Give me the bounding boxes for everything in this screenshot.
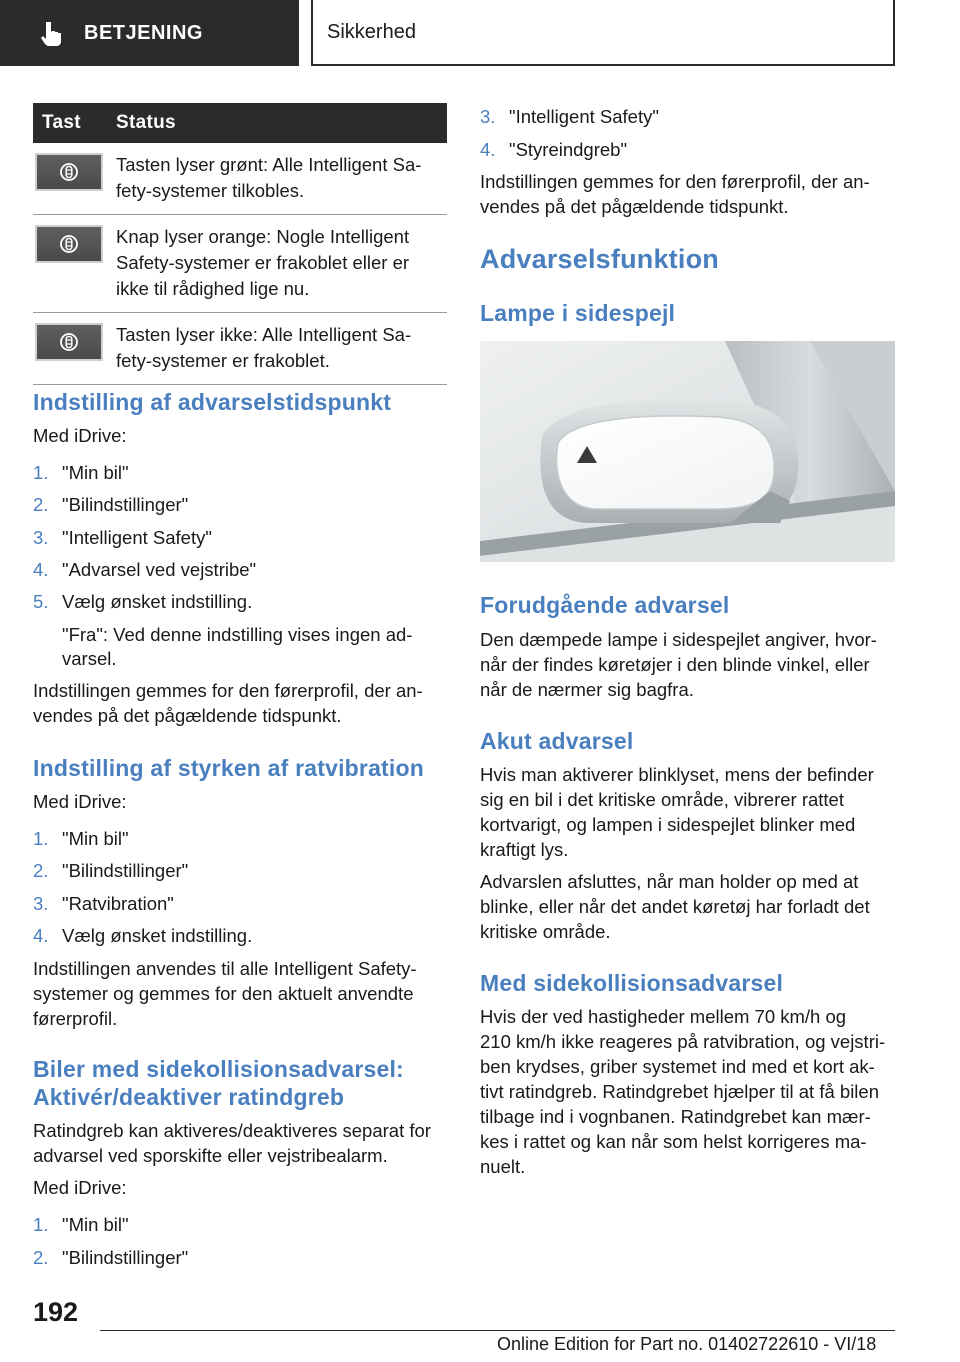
row-text-line: Knap lyser orange: Nogle Intelligent — [116, 226, 410, 247]
step-number: 1. — [33, 1214, 49, 1235]
section-heading-vibration: Indstilling af styrken af ratvibration — [33, 755, 425, 781]
step-number: 2. — [33, 494, 49, 515]
step-number: 4. — [33, 559, 49, 580]
table-header-status: Status — [116, 103, 447, 143]
subsection-heading-pre-warning: Forudgående advarsel — [480, 592, 730, 618]
paragraph-line: tilbage ind i vognbanen. Ratindgrebet kan mær- — [480, 1106, 871, 1127]
step-text: "Intelligent Safety" — [62, 527, 212, 548]
paragraph-line: vendes på det pågældende tidspunkt. — [480, 196, 789, 217]
section-header — [311, 0, 895, 66]
paragraph: Med iDrive: — [33, 791, 127, 812]
step-text: "Bilindstillinger" — [62, 860, 189, 881]
paragraph-line: vendes på det pågældende tidspunkt. — [33, 705, 342, 726]
section-heading-side-collision-line2: Aktivér/deaktiver ratindgreb — [33, 1084, 345, 1110]
chapter-title: BETJENING — [84, 21, 203, 44]
paragraph-line: advarsel ved sporskifte eller vejstribealarm. — [33, 1145, 388, 1166]
step-text: "Advarsel ved vejstribe" — [62, 559, 257, 580]
row-text-line: fety-systemer tilkobles. — [116, 180, 305, 201]
step-text: "Bilindstillinger" — [62, 494, 189, 515]
intelligent-safety-button-icon — [35, 225, 103, 263]
step-number: 3. — [33, 893, 49, 914]
step-number: 4. — [33, 925, 49, 946]
step-text: "Ratvibration" — [62, 893, 174, 914]
subsection-heading-side-collision: Med sidekollisionsadvarsel — [480, 970, 784, 996]
step-number: 3. — [480, 106, 496, 127]
step-number: 2. — [33, 1247, 49, 1268]
paragraph-line: systemer og gemmes for den aktuelt anvendte — [33, 983, 414, 1004]
step-text: "Styreindgreb" — [509, 139, 628, 160]
paragraph-line: kritiske område. — [480, 921, 611, 942]
paragraph-line: ben krydses, griber systemet ind med et kort ak- — [480, 1056, 875, 1077]
subsection-heading-acute-warning: Akut advarsel — [480, 728, 634, 754]
row-text-line: Tasten lyser grønt: Alle Intelligent Sa- — [116, 154, 422, 175]
section-title: Sikkerhed — [327, 20, 416, 43]
step-number: 3. — [33, 527, 49, 548]
row-text-line: fety-systemer er frakoblet. — [116, 350, 330, 371]
intelligent-safety-button-icon — [35, 153, 103, 191]
step-number: 5. — [33, 591, 49, 612]
table-row — [33, 215, 447, 313]
step-number: 1. — [33, 828, 49, 849]
step-text: "Min bil" — [62, 462, 129, 483]
row-text-line: Safety-systemer er frakoblet eller er — [116, 252, 410, 273]
paragraph-line: Indstillingen anvendes til alle Intelligent Safety- — [33, 958, 417, 979]
paragraph-line: blinke, eller når det andet køretøj har forladt det — [480, 896, 870, 917]
paragraph-line: når de nærmer sig bagfra. — [480, 679, 694, 700]
row-text-line: ikke til rådighed lige nu. — [116, 278, 310, 299]
step-number: 4. — [480, 139, 496, 160]
row-text-line: Tasten lyser ikke: Alle Intelligent Sa- — [116, 324, 412, 345]
paragraph-line: når der findes køretøjer i den blinde vinkel, eller — [480, 654, 870, 675]
side-mirror-warning-lamp-image — [480, 341, 895, 562]
table-header-key: Tast — [33, 103, 116, 143]
paragraph-line: kraftigt lys. — [480, 839, 569, 860]
paragraph-line: nuelt. — [480, 1156, 526, 1177]
hand-pointer-icon — [38, 19, 66, 47]
step-number: 1. — [33, 462, 49, 483]
step-text: "Min bil" — [62, 1214, 129, 1235]
table-row — [33, 313, 447, 385]
table-header-row — [33, 103, 447, 143]
paragraph-line: kortvarigt, og lampen i sidespejlet blinker med — [480, 814, 856, 835]
section-heading-warning-function: Advarselsfunktion — [480, 244, 719, 274]
subsection-heading-mirror-lamp: Lampe i sidespejl — [480, 300, 676, 326]
chapter-tab — [0, 0, 299, 66]
paragraph-line: tivt ratindgreb. Ratindgrebet hjælper til at få bilen — [480, 1081, 879, 1102]
paragraph-line: Advarslen afsluttes, når man holder op med at — [480, 871, 859, 892]
paragraph-line: førerprofil. — [33, 1008, 118, 1029]
step-text: "Min bil" — [62, 828, 129, 849]
paragraph-line: Hvis der ved hastigheder mellem 70 km/h og — [480, 1006, 847, 1027]
footer-edition: Online Edition for Part no. 01402722610 - VI/18 — [497, 1334, 877, 1354]
step-note-line: varsel. — [62, 648, 117, 669]
footer-divider — [100, 1330, 895, 1331]
intelligent-safety-button-icon — [35, 323, 103, 361]
paragraph-line: kes i rattet og kan når som helst korrigeres ma- — [480, 1131, 867, 1152]
status-table — [33, 103, 447, 385]
paragraph-line: Indstillingen gemmes for den førerprofil, der an- — [480, 171, 870, 192]
section-heading-side-collision: Biler med sidekollisionsadvarsel: — [33, 1056, 404, 1082]
step-text: Vælg ønsket indstilling. — [62, 591, 253, 612]
step-note-line: "Fra": Ved denne indstilling vises ingen ad- — [62, 624, 413, 645]
paragraph-line: Indstillingen gemmes for den førerprofil, der an- — [33, 680, 423, 701]
paragraph-line: Den dæmpede lampe i sidespejlet angiver, hvor- — [480, 629, 877, 650]
page-number: 192 — [33, 1297, 79, 1327]
paragraph-line: sig en bil i det kritiske område, vibrerer rattet — [480, 789, 844, 810]
table-row — [33, 143, 447, 215]
step-number: 2. — [33, 860, 49, 881]
step-text: Vælg ønsket indstilling. — [62, 925, 253, 946]
paragraph-line: 210 km/h ikke reageres på ratvibration, og vejstri- — [480, 1031, 886, 1052]
step-text: "Intelligent Safety" — [509, 106, 659, 127]
paragraph-line: Ratindgreb kan aktiveres/deaktiveres separat for — [33, 1120, 431, 1141]
paragraph-line: Hvis man aktiverer blinklyset, mens der befinder — [480, 764, 874, 785]
paragraph: Med iDrive: — [33, 1177, 127, 1198]
step-text: "Bilindstillinger" — [62, 1247, 189, 1268]
section-heading-warning-time: Indstilling af advarselstidspunkt — [33, 389, 392, 415]
paragraph: Med iDrive: — [33, 425, 127, 446]
